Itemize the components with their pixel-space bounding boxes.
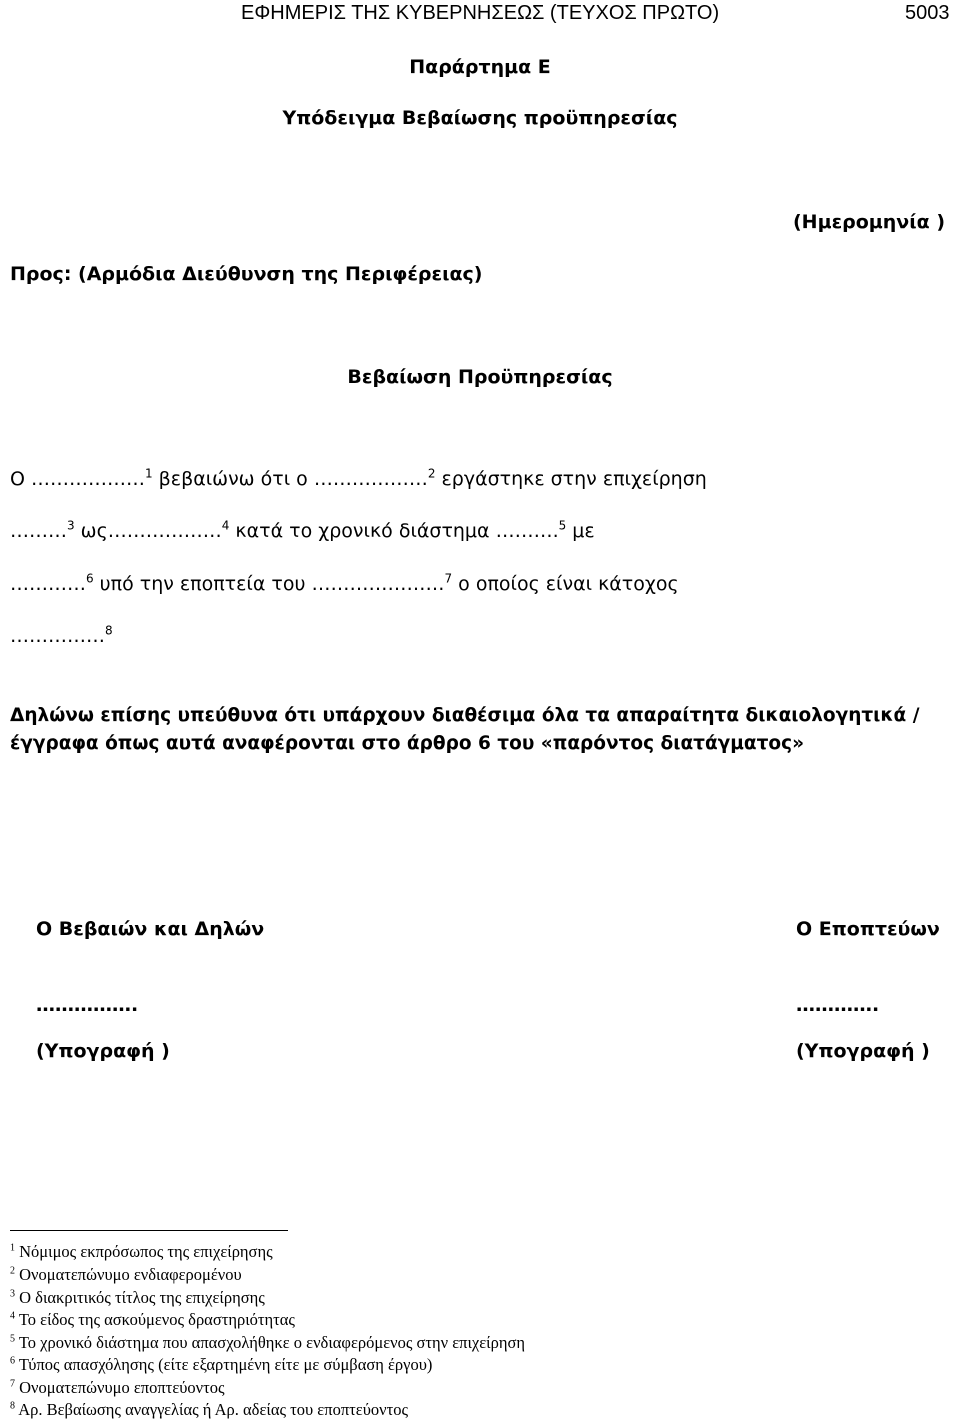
declaration-line-2: έγγραφα όπως αυτά αναφέρονται στο άρθρο 6 του «παρόντος διατάγματος» bbox=[10, 733, 805, 754]
body-line-3: …………$^6$ υπό την εποπτεία του …………………$^7$ ο οποίος είναι κάτοχος bbox=[10, 571, 679, 595]
certificate-title: Βεβαίωση Προϋπηρεσίας bbox=[347, 366, 613, 388]
footnote-3: $^3$ Ο διακριτικός τίτλος της επιχείρησης bbox=[10, 1288, 265, 1307]
footnote-7: $^7$ Ονοματεπώνυμο εποπτεύοντος bbox=[10, 1378, 225, 1397]
declaration-line-1: Δηλώνω επίσης υπεύθυνα ότι υπάρχουν διαθέσιμα όλα τα απαραίτητα δικαιολογητικά / bbox=[10, 705, 920, 726]
gazette-header-title: ΕΦΗΜΕΡΙΣ ΤΗΣ ΚΥΒΕΡΝΗΣΕΩΣ (ΤΕΥΧΟΣ ΠΡΩΤΟ) bbox=[241, 2, 720, 24]
footnote-1: $^1$ Νόμιμος εκπρόσωπος της επιχείρησης bbox=[10, 1242, 273, 1261]
footnote-5: $^5$ Το χρονικό διάστημα που απασχολήθηκε ο ενδιαφερόμενος στην επιχείρηση bbox=[10, 1333, 526, 1352]
annex-title: Παράρτημα Ε bbox=[409, 56, 551, 78]
signature-right-label: (Υπογραφή ) bbox=[796, 1040, 930, 1062]
footnote-8: $^8$ Αρ. Βεβαίωσης αναγγελίας ή Αρ. αδείας του εποπτεύοντος bbox=[10, 1400, 408, 1419]
page-number: 5003 bbox=[905, 2, 950, 24]
footnote-separator bbox=[10, 1230, 288, 1231]
body-line-1: Ο ………………$^1$ βεβαιώνω ότι ο ………………$^2$ εργάστηκε στην επιχείρηση bbox=[10, 466, 707, 490]
signature-left-label: (Υπογραφή ) bbox=[36, 1040, 170, 1062]
recipient-line: Προς: (Αρμόδια Διεύθυνση της Περιφέρειας) bbox=[10, 263, 483, 285]
annex-subtitle: Υπόδειγμα Βεβαίωσης προϋπηρεσίας bbox=[282, 107, 678, 129]
signatory-right-title: Ο Εποπτεύων bbox=[796, 918, 940, 940]
body-line-2: ………$^3$ ως………………$^4$ κατά το χρονικό διάστημα ……….$^5$ με bbox=[10, 518, 595, 542]
footnote-4: $^4$ Το είδος της ασκούμενος δραστηριότητας bbox=[10, 1310, 295, 1329]
body-line-4: ……………$^8$ bbox=[10, 623, 113, 647]
footnote-2: $^2$ Ονοματεπώνυμο ενδιαφερομένου bbox=[10, 1265, 242, 1284]
footnote-6: $^6$ Τύπος απασχόλησης (είτε εξαρτημένη είτε με σύμβαση έργου) bbox=[10, 1355, 433, 1374]
signature-left-line: ……………. bbox=[36, 994, 139, 1016]
date-line: (Ημερομηνία ) bbox=[793, 211, 945, 233]
signature-right-line: …………. bbox=[796, 994, 880, 1016]
signatory-left-title: Ο Βεβαιών και Δηλών bbox=[36, 918, 265, 940]
